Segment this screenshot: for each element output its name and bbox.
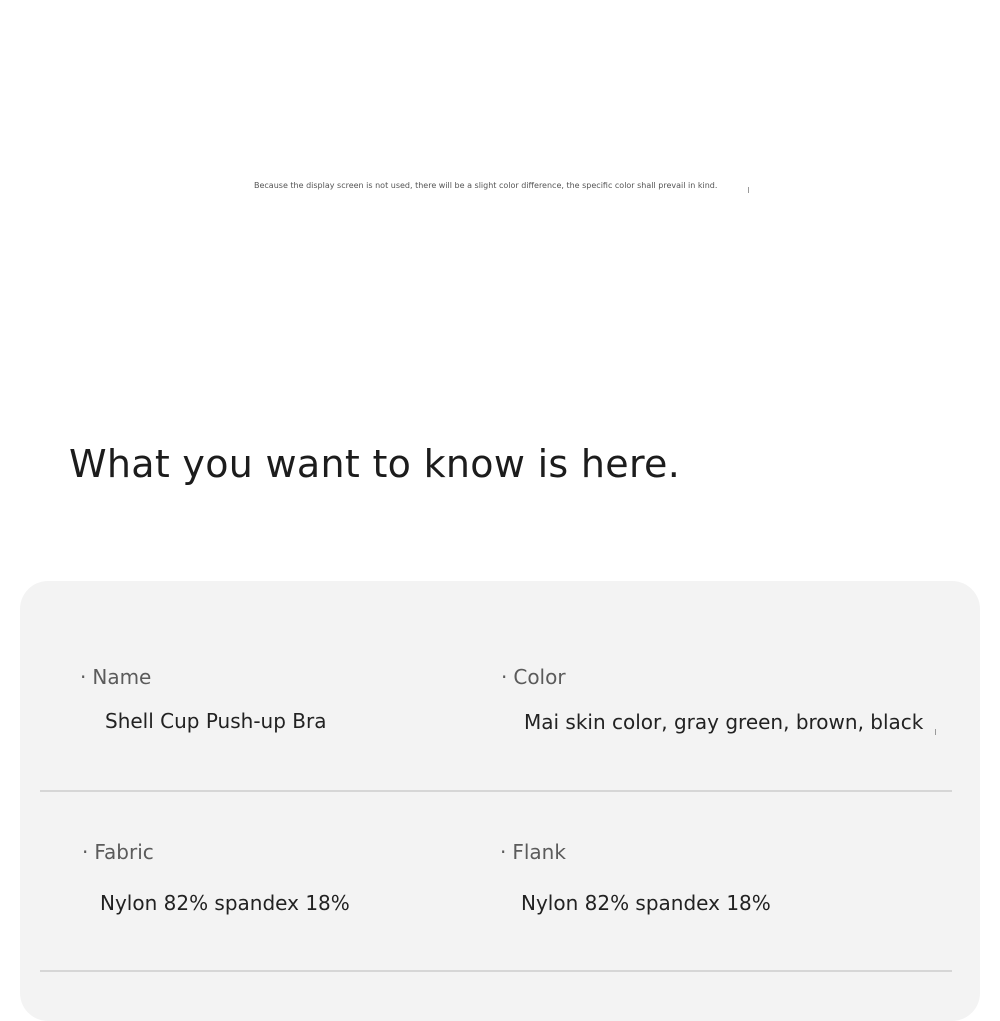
spec-panel [20,581,980,1021]
spec-name-label-text: Name [92,665,152,689]
spec-fabric-value: Nylon 82% spandex 18% [100,891,350,915]
spec-flank-label-text: Flank [512,840,566,864]
bullet-dot: · [82,840,89,864]
spec-name-label [80,665,151,689]
spec-color-label-text: Color [513,665,566,689]
spec-name-value: Shell Cup Push-up Bra [105,709,327,733]
bullet-dot: · [501,665,508,689]
spec-flank-value: Nylon 82% spandex 18% [521,891,771,915]
spec-color-value: Mai skin color, gray green, brown, black [524,710,924,734]
row-divider [40,970,952,972]
color-difference-note: Because the display screen is not used, there will be a slight color difference, the specific color shall prevail in kind. [254,181,718,190]
section-headline: What you want to know is here. [69,442,681,486]
bullet-dot: · [80,665,87,689]
spec-flank-label [500,840,566,864]
bullet-dot: · [500,840,507,864]
color-tick-mark [935,729,936,735]
spec-fabric-label [82,840,154,864]
spec-color-label [501,665,566,689]
spec-fabric-label-text: Fabric [94,840,154,864]
row-divider [40,790,952,792]
note-tick-mark [748,187,749,193]
